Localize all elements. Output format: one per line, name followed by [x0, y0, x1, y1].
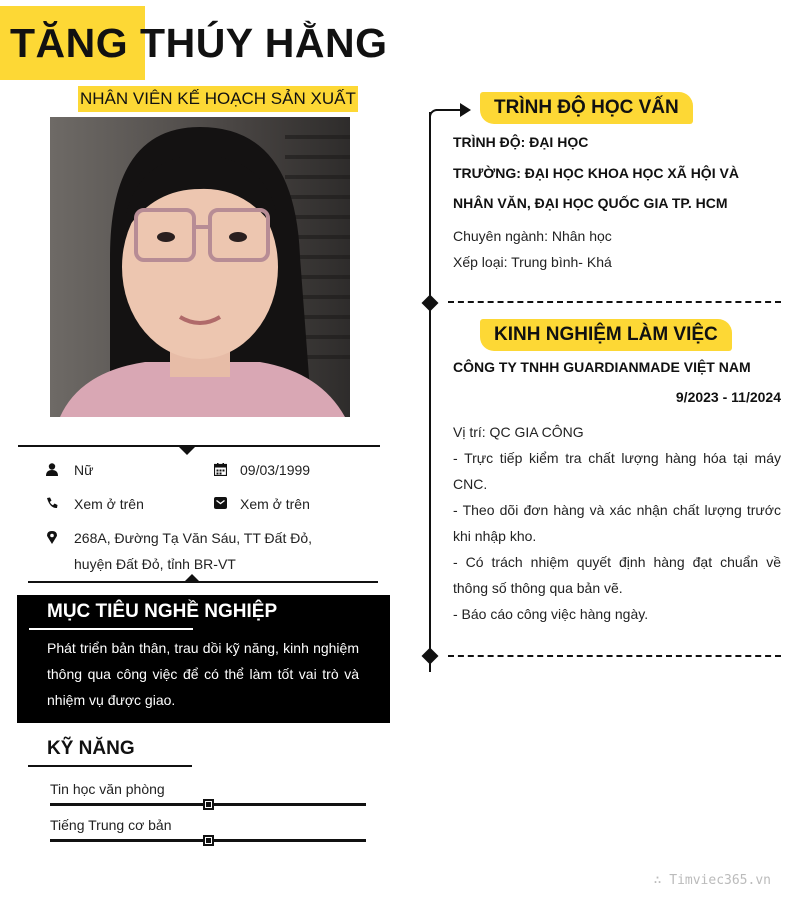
email-value: Xem ở trên — [240, 496, 310, 512]
phone-icon — [45, 496, 59, 510]
timeline-line — [429, 112, 431, 672]
candidate-name: TĂNG THÚY HẰNG — [10, 20, 388, 66]
info-divider-top — [18, 445, 380, 447]
objective-title: MỤC TIÊU NGHỀ NGHIỆP — [47, 601, 278, 622]
skill-level-bar — [50, 839, 366, 842]
skill-level-marker — [203, 835, 214, 846]
experience-duty: - Theo dõi đơn hàng và xác nhận chất lượng trước khi nhập kho. — [453, 502, 781, 544]
skill-level-marker — [203, 799, 214, 810]
education-grade: Xếp loại: Trung bình- Khá — [453, 254, 612, 270]
experience-duty: - Trực tiếp kiểm tra chất lượng hàng hóa tại máy CNC. — [453, 450, 781, 492]
phone-value: Xem ở trên — [74, 496, 144, 512]
experience-heading: KINH NGHIỆM LÀM VIỆC — [480, 319, 732, 351]
timeline-arrow-icon — [460, 103, 471, 117]
birthday-value: 09/03/1999 — [240, 462, 311, 478]
info-divider-notch — [179, 447, 195, 455]
info-divider-bottom — [28, 581, 378, 583]
skill-label: Tiếng Trung cơ bản — [50, 817, 172, 833]
experience-period: 9/2023 - 11/2024 — [675, 389, 781, 405]
user-icon — [45, 462, 59, 476]
section-divider — [448, 301, 781, 303]
objective-text: Phát triển bản thân, trau dồi kỹ năng, kinh nghiệm thông qua công việc để có thể làm tốt vai trò và nhiệm vụ được giao. — [47, 640, 359, 708]
skills-underline — [28, 765, 192, 767]
address-line-1: 268A, Đường Tạ Văn Sáu, TT Đất Đỏ, — [74, 530, 313, 546]
education-degree: TRÌNH ĐỘ: ĐẠI HỌC — [453, 134, 589, 150]
address-line-2: huyện Đất Đỏ, tỉnh BR-VT — [74, 556, 236, 572]
experience-duty: - Báo cáo công việc hàng ngày. — [453, 606, 649, 622]
skill-label: Tin học văn phòng — [50, 781, 165, 797]
calendar-icon — [213, 462, 227, 476]
skills-title: KỸ NĂNG — [47, 738, 135, 759]
education-major: Chuyên ngành: Nhân học — [453, 228, 612, 244]
experience-details — [453, 419, 781, 627]
career-objective-section — [17, 595, 390, 723]
gender-value: Nữ — [74, 462, 94, 478]
skill-level-bar — [50, 803, 366, 806]
watermark: ∴ Timviec365.vn — [653, 873, 771, 888]
job-title: NHÂN VIÊN KẾ HOẠCH SẢN XUẤT — [78, 86, 358, 112]
timeline-diamond-icon — [422, 648, 439, 665]
experience-position: Vị trí: QC GIA CÔNG — [453, 424, 584, 440]
timeline-arrow-line — [436, 109, 462, 111]
profile-photo — [50, 117, 350, 417]
timeline-diamond-icon — [422, 295, 439, 312]
experience-company: CÔNG TY TNHH GUARDIANMADE VIỆT NAM — [453, 359, 751, 375]
email-icon — [213, 496, 227, 510]
map-pin-icon — [45, 530, 59, 544]
experience-duty: - Có trách nhiệm quyết định hàng đạt chuẩn về thông số thông qua bản vẽ. — [453, 554, 781, 596]
education-school: TRƯỜNG: ĐẠI HỌC KHOA HỌC XÃ HỘI VÀ NHÂN VĂN, ĐẠI HỌC QUỐC GIA TP. HCM — [453, 165, 739, 211]
education-heading: TRÌNH ĐỘ HỌC VẤN — [480, 92, 693, 124]
objective-underline — [29, 628, 193, 630]
section-divider — [448, 655, 781, 657]
